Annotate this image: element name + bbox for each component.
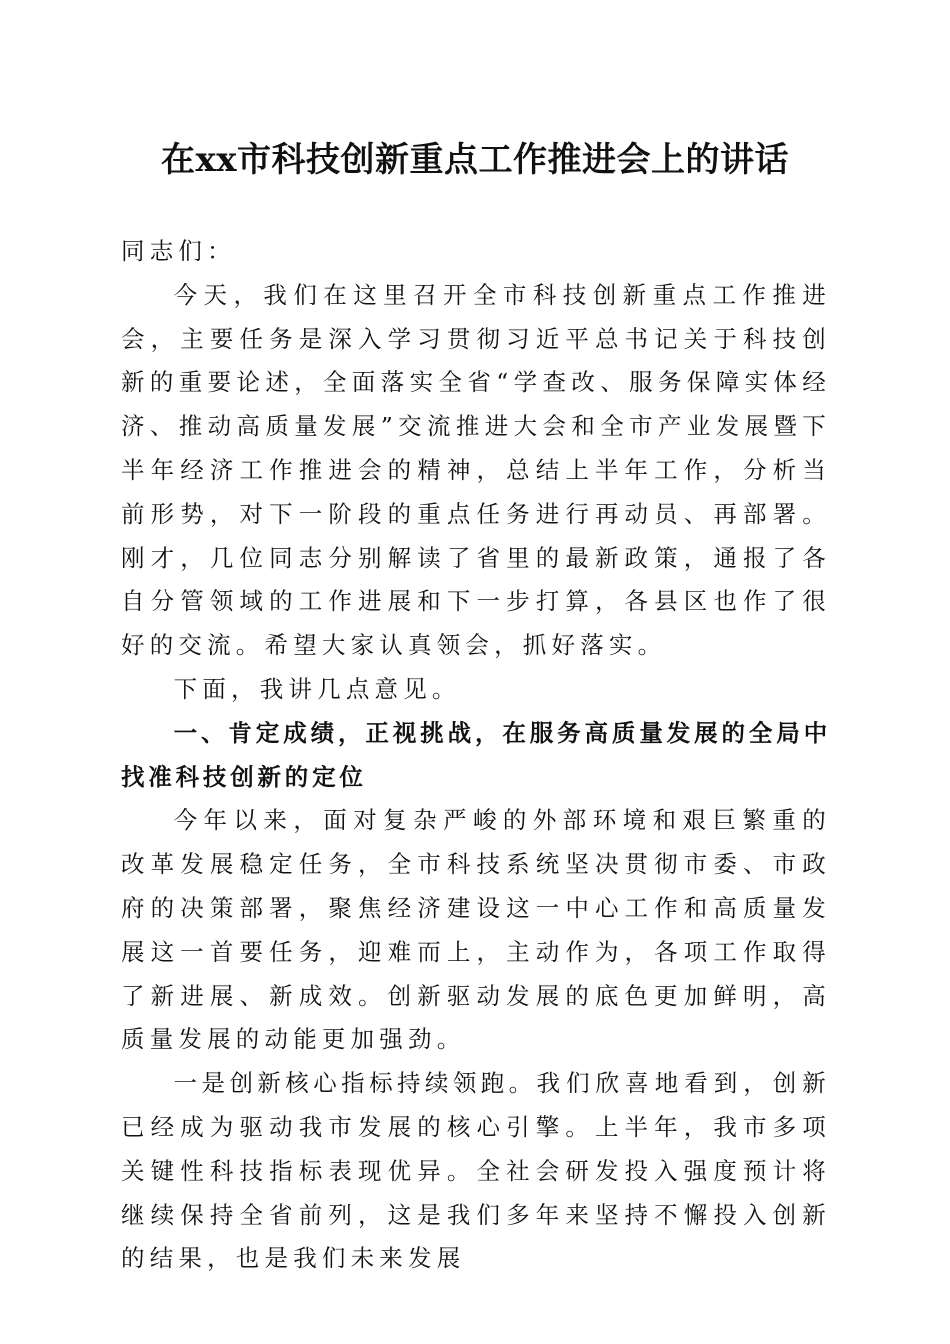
- salutation: 同志们：: [121, 237, 236, 265]
- paragraph-point-one: [121, 1062, 831, 1281]
- paragraph-opening: 今天，我们在这里召开全市科技创新重点工作推进会，主要任务是深入学习贯彻习近平总书记关于科技创新的重要论述，全面落实全省“学查改、服务保障实体经济、推动高质量发展”交流推进大会和全市产业发展暨下半年经济工作推进会的精神，总结上半年工作，分析当前形势，对下一阶段的重点任务进行再动员、再部署。刚才，几位同志分别解读了省里的最新政策，通报了各自分管领域的工作进展和下一步打算，各县区也作了很好的交流。希望大家认真领会，抓好落实。: [121, 280, 831, 660]
- section-heading: 一、肯定成绩，正视挑战，在服务高质量发展的全局中找准科技创新的定位: [121, 718, 831, 791]
- paragraph-section-intro: 今年以来，面对复杂严峻的外部环境和艰巨繁重的改革发展稳定任务，全市科技系统坚决贯彻市委、市政府的决策部署，聚焦经济建设这一中心工作和高质量发展这一首要任务，迎难而上，主动作为，各项工作取得了新进展、新成效。创新驱动发展的底色更加鲜明，高质量发展的动能更加强劲。: [121, 806, 831, 1054]
- point-one-lead: 一是创新核心指标持续领跑。: [173, 1069, 537, 1098]
- document-title: 在xx市科技创新重点工作推进会上的讲话: [160, 140, 790, 180]
- point-one-text: 我们欣喜地看到，创新已经成为驱动我市发展的核心引擎。上半年，我市多项关键性科技指标表现优异。全社会研发投入强度预计将继续保持全省前列，这是我们多年来坚持不懈投入创新的结果，也是我们未来发展: [121, 1069, 831, 1273]
- paragraph-transition: 下面，我讲几点意见。: [173, 674, 461, 703]
- document-body: [121, 230, 831, 1281]
